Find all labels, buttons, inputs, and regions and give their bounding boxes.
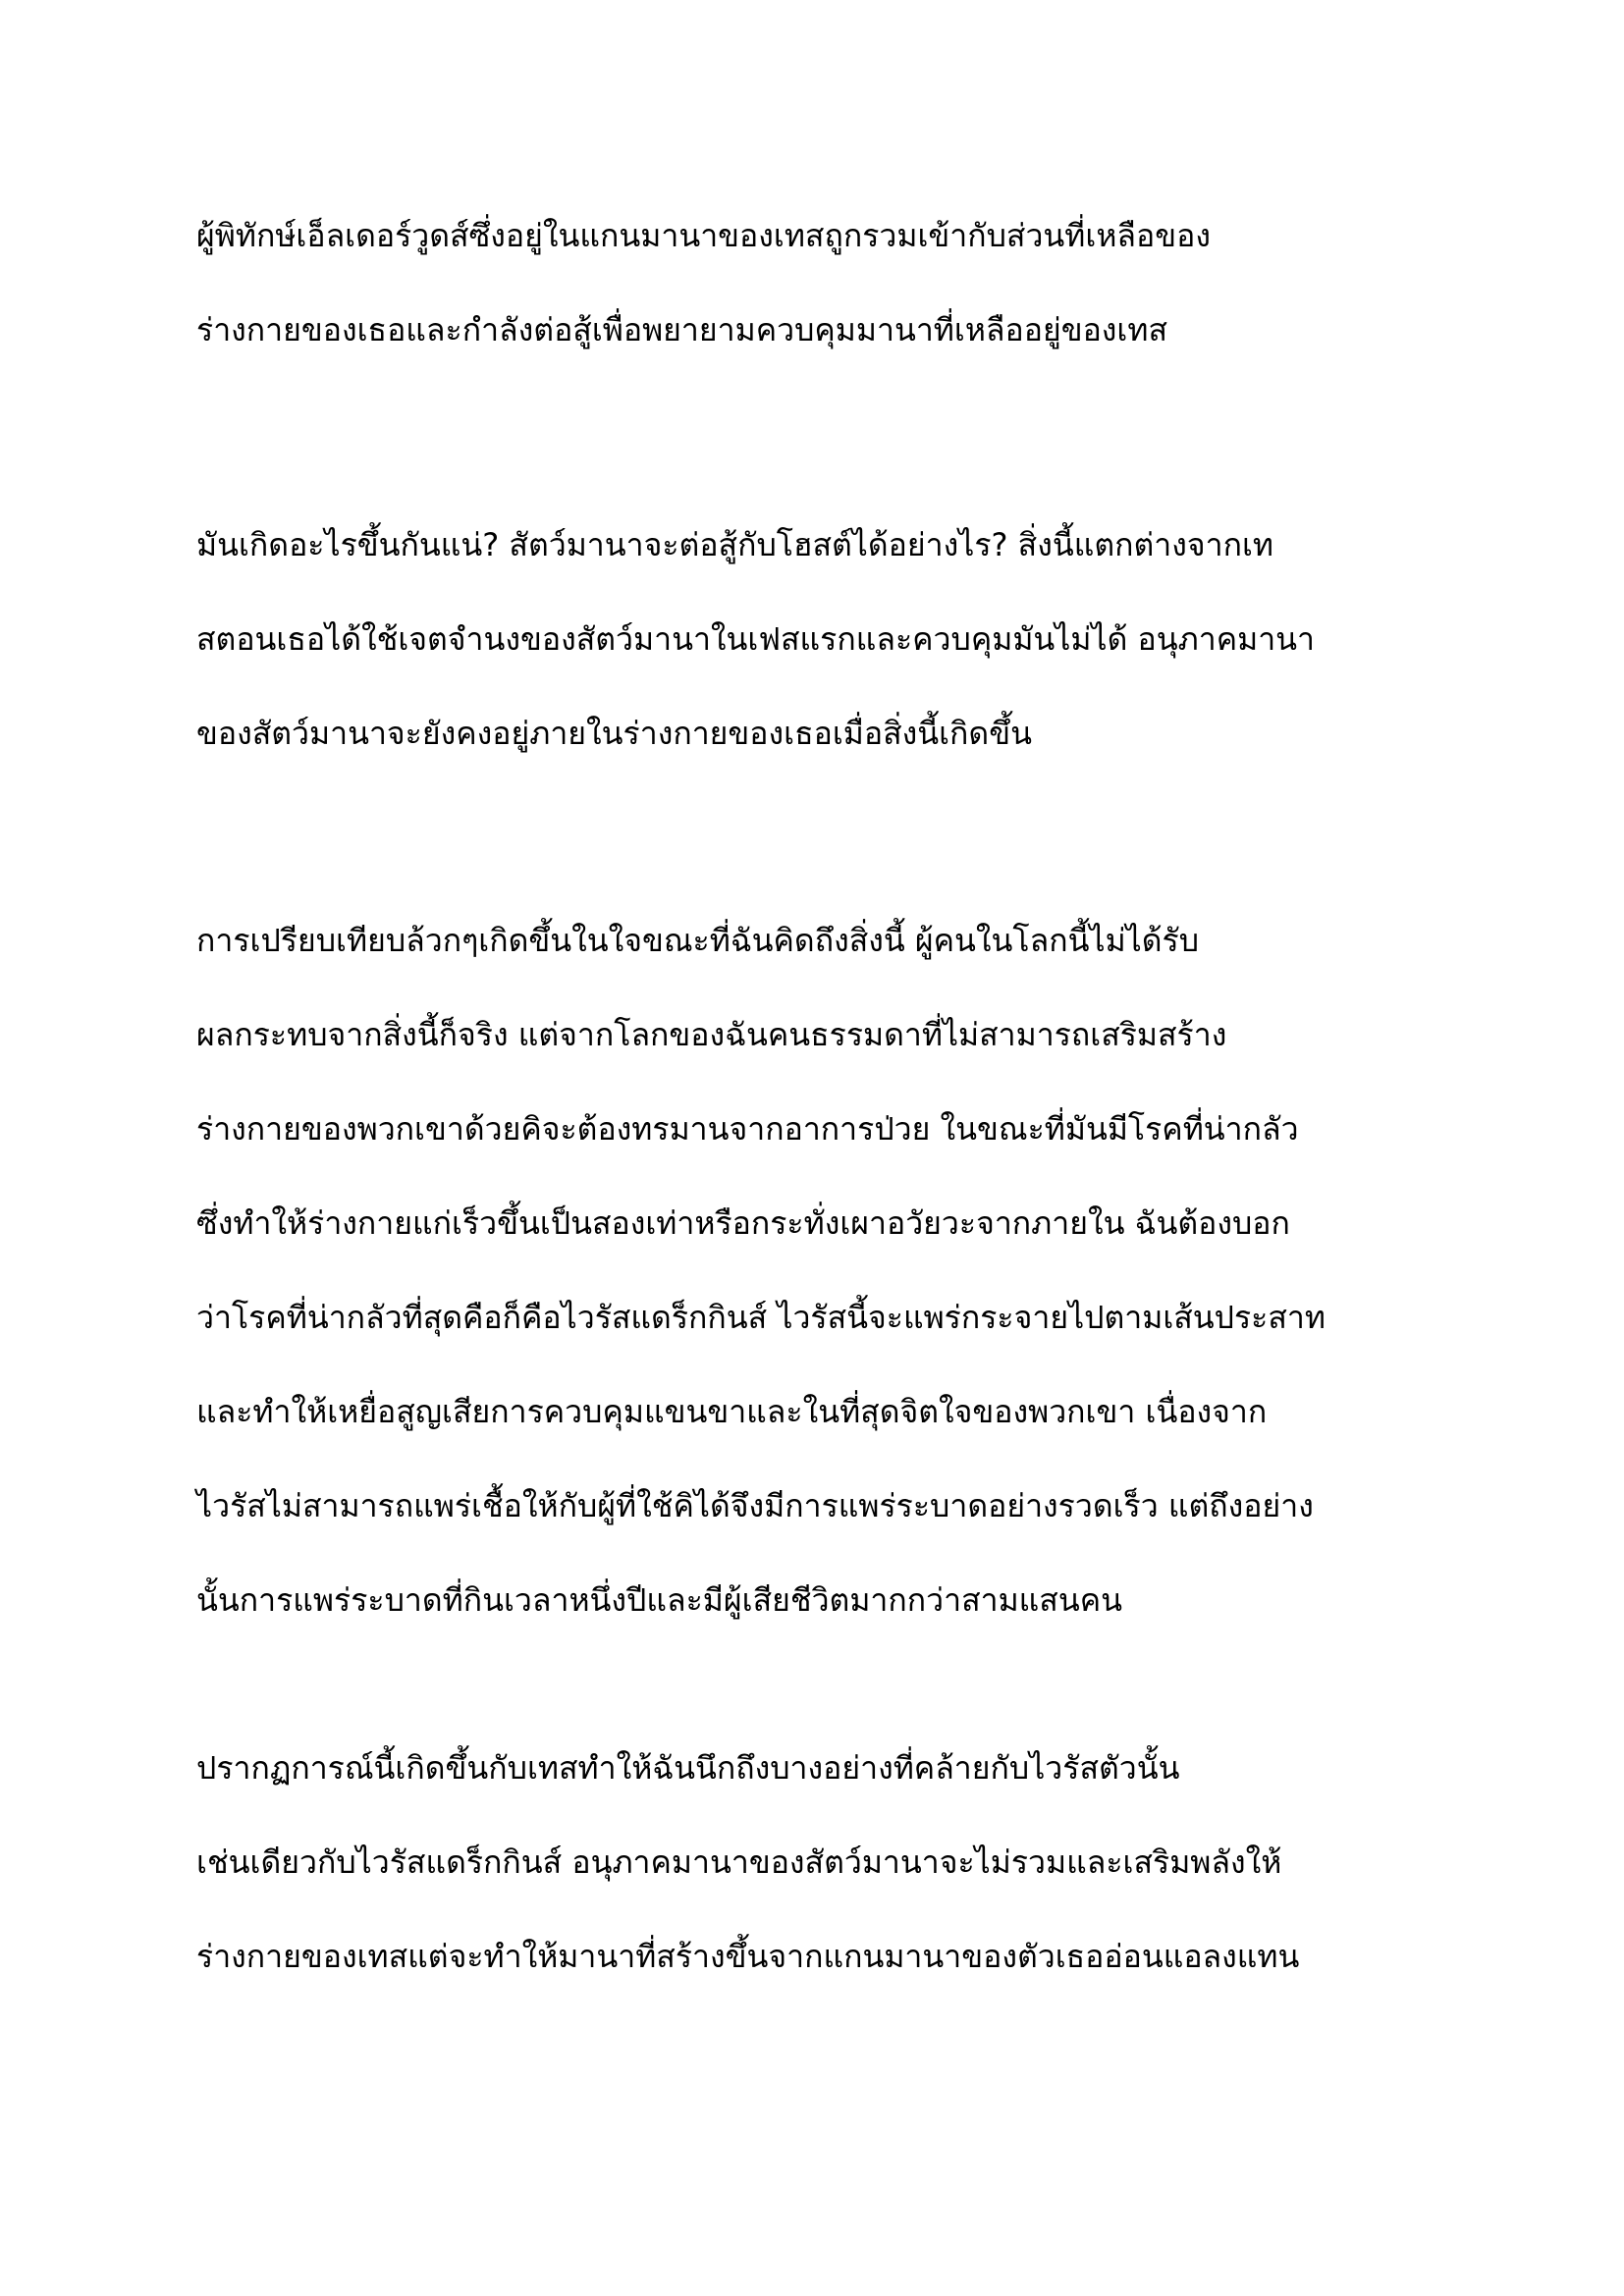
text-line: ปรากฏการณ์นี้เกิดขึ้นกับเทสทำให้ฉันนึกถึงบางอย่างที่คล้ายกับไวรัสตัวนั้น bbox=[196, 1749, 1180, 1787]
paragraph-4 bbox=[196, 1721, 1473, 2003]
text-line: ร่างกายของพวกเขาด้วยคิจะต้องทรมานจากอาการป่วย ในขณะที่มันมีโรคที่น่ากลัว bbox=[196, 1110, 1299, 1148]
paragraph-2 bbox=[196, 498, 1473, 780]
text-line: การเปรียบเทียบล้วกๆเกิดขึ้นในใจขณะที่ฉันคิดถึงสิ่งนี้ ผู้คนในโลกนี้ไม่ได้รับ bbox=[196, 922, 1200, 959]
text-line: นั้นการแพร่ระบาดที่กินเวลาหนึ่งปีและมีผู้เสียชีวิตมากกว่าสามแสนคน bbox=[196, 1581, 1122, 1619]
text-line: ซึ่งทำให้ร่างกายแก่เร็วขึ้นเป็นสองเท่าหรือกระทั่งเผาอวัยวะจากภายใน ฉันต้องบอก bbox=[196, 1204, 1290, 1242]
text-line: สตอนเธอได้ใช้เจตจำนงของสัตว์มานาในเฟสแรกและควบคุมมันไม่ได้ อนุภาคมานา bbox=[196, 620, 1315, 658]
text-line: มันเกิดอะไรขึ้นกันแน่? สัตว์มานาจะต่อสู้กับโฮสต์ได้อย่างไร? สิ่งนี้แตกต่างจากเท bbox=[196, 526, 1273, 563]
text-line: ร่างกายของเทสแต่จะทำให้มานาที่สร้างขึ้นจากแกนมานาของตัวเธออ่อนแอลงแทน bbox=[196, 1938, 1300, 1975]
paragraph-1 bbox=[196, 188, 1473, 377]
text-line: ร่างกายของเธอและกำลังต่อสู้เพื่อพยายามควบคุมมานาที่เหลืออยู่ของเทส bbox=[196, 311, 1167, 348]
text-line: ผลกระทบจากสิ่งนี้ก็จริง แต่จากโลกของฉันคนธรรมดาที่ไม่สามารถเสริมสร้าง bbox=[196, 1016, 1227, 1053]
text-line: ของสัตว์มานาจะยังคงอยู่ภายในร่างกายของเธอเมื่อสิ่งนี้เกิดขึ้น bbox=[196, 715, 1032, 752]
text-line: ผู้พิทักษ์เอ็ลเดอร์วูดส์ซึ่งอยู่ในแกนมานาของเทสถูกรวมเข้ากับส่วนที่เหลือของ bbox=[196, 217, 1211, 254]
text-line: เช่นเดียวกับไวรัสแดร็กกินส์ อนุภาคมานาของสัตว์มานาจะไม่รวมและเสริมพลังให้ bbox=[196, 1843, 1282, 1881]
paragraph-3 bbox=[196, 893, 1473, 1647]
text-line: ไวรัสไม่สามารถแพร่เชื้อให้กับผู้ที่ใช้คิได้จึงมีการแพร่ระบาดอย่างรวดเร็ว แต่ถึงอย่าง bbox=[196, 1487, 1314, 1524]
text-line: ว่าโรคที่น่ากลัวที่สุดคือก็คือไวรัสแดร็กกินส์ ไวรัสนี้จะแพร่กระจายไปตามเส้นประสาท bbox=[196, 1299, 1326, 1336]
text-line: และทำให้เหยื่อสูญเสียการควบคุมแขนขาและในที่สุดจิตใจของพวกเขา เนื่องจาก bbox=[196, 1393, 1268, 1430]
